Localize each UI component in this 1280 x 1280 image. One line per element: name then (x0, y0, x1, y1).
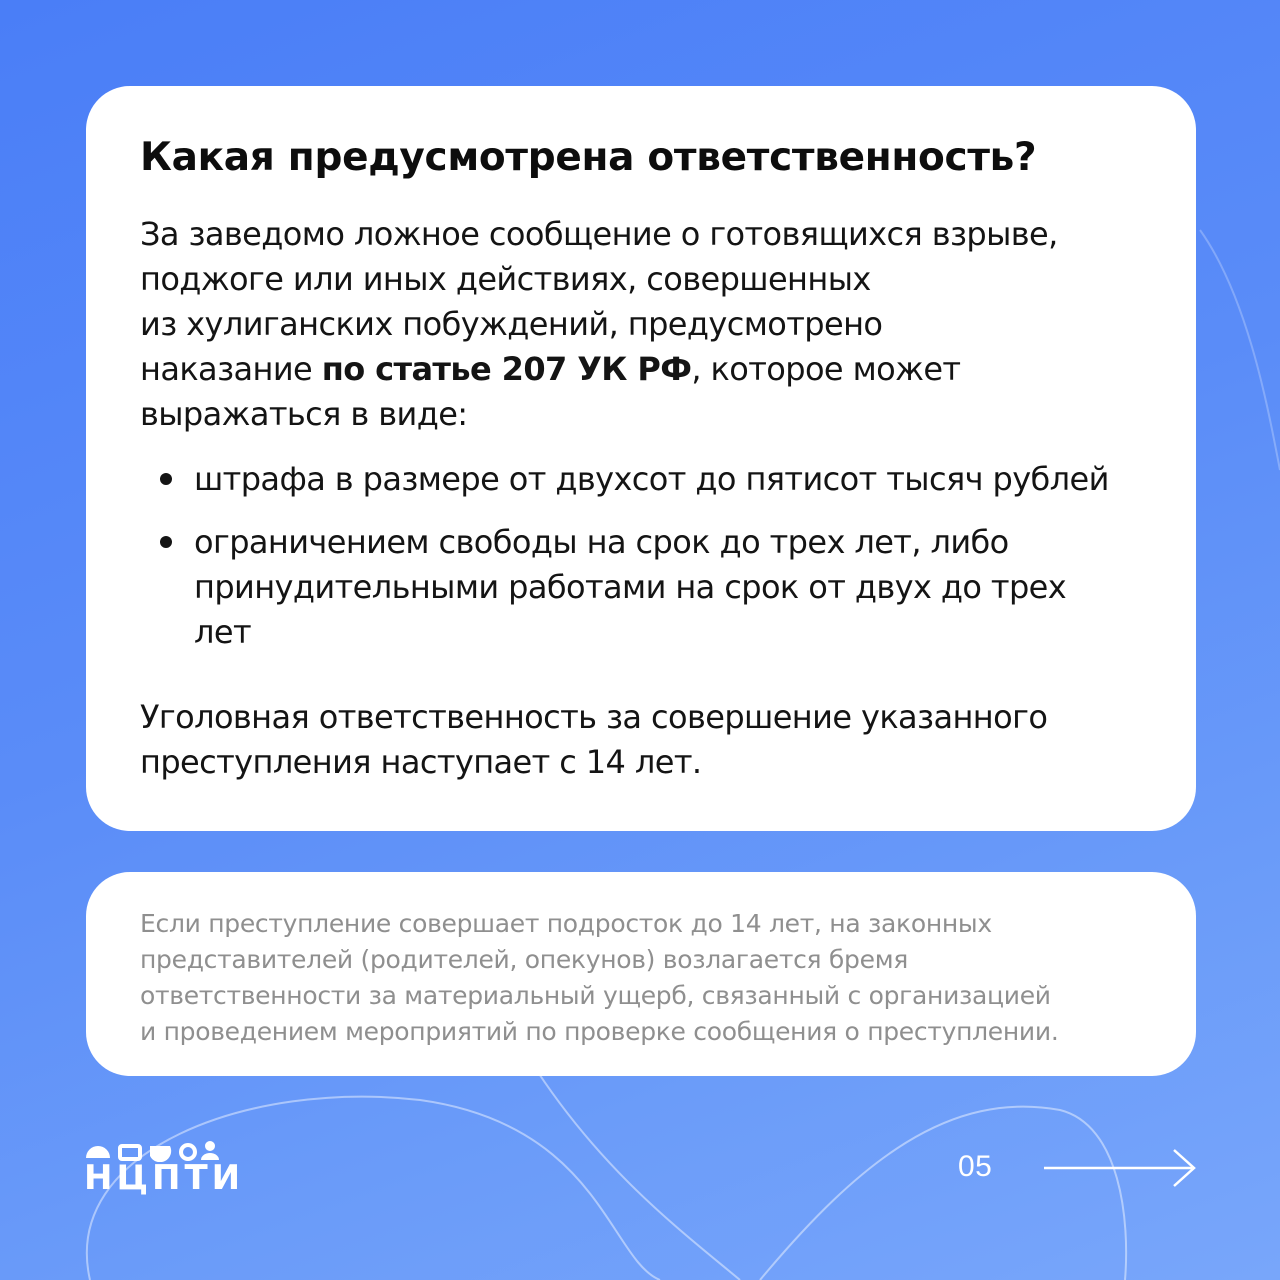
arrow-right-icon[interactable] (1040, 1146, 1200, 1190)
list-item-text: ограничением свободы на срок до трех лет, либо (194, 523, 1009, 561)
intro-line: выражаться в виде: (140, 395, 468, 433)
note-card (86, 872, 1196, 1076)
list-item-text: лет (194, 613, 251, 651)
logo (84, 1140, 245, 1198)
note-line: Если преступление совершает подросток до 14 лет, на законных (140, 909, 992, 938)
main-card (86, 86, 1196, 831)
closing-line: Уголовная ответственность за совершение указанного (140, 698, 1048, 736)
list-item-text: принудительными работами на срок от двух до трех (194, 568, 1067, 606)
intro-line: из хулиганских побуждений, предусмотрено (140, 305, 883, 343)
intro-paragraph (140, 212, 1142, 437)
list-item (140, 457, 1142, 502)
note-line: представителей (родителей, опекунов) возлагается бремя (140, 945, 908, 974)
intro-line: поджоге или иных действиях, совершенных (140, 260, 871, 298)
intro-line: За заведомо ложное сообщение о готовящихся взрыве, (140, 215, 1058, 253)
intro-prefix: наказание (140, 350, 322, 388)
page-number: 05 (958, 1150, 993, 1183)
list-item-text: штрафа в размере от двухсот до пятисот тысяч рублей (194, 460, 1109, 498)
card-title: Какая предусмотрена ответственность? (140, 135, 1037, 180)
note-line: ответственности за материальный ущерб, связанный с организацией (140, 981, 1051, 1010)
bullet-icon (160, 536, 172, 548)
penalty-list (140, 457, 1142, 655)
note-paragraph (140, 906, 1142, 1050)
bullet-icon (160, 473, 172, 485)
note-line: и проведением мероприятий по проверке сообщения о преступлении. (140, 1017, 1059, 1046)
closing-paragraph (140, 695, 1142, 785)
logo-wordmark: НЦПТИ (84, 1158, 245, 1198)
intro-suffix: , которое может (691, 350, 961, 388)
article-reference: по статье 207 УК РФ (321, 350, 692, 388)
list-item (140, 520, 1142, 655)
closing-line: преступления наступает с 14 лет. (140, 743, 702, 781)
